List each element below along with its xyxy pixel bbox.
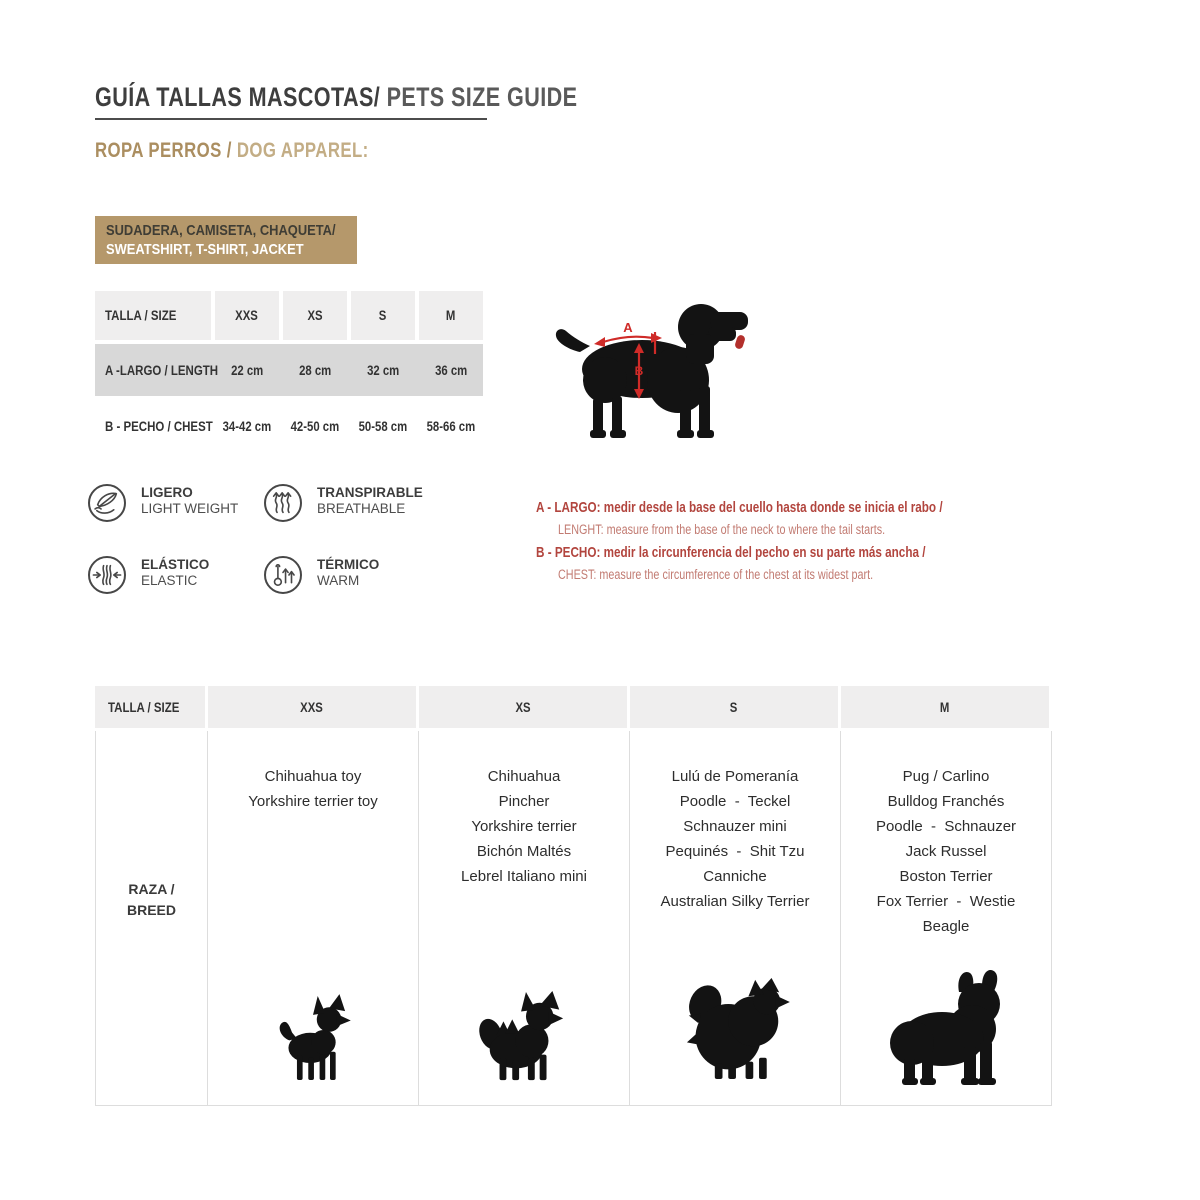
breed-col-m — [841, 731, 1052, 1105]
feature-elastic — [88, 556, 209, 594]
breed-list-s: Lulú de Pomeranía Poodle - Teckel Schnauzer mini Pequinés - Shit Tzu Canniche Australian Silky Terrier — [660, 768, 810, 910]
feature-subtitle: LIGHT WEIGHT — [141, 501, 239, 516]
dog-tongue — [734, 334, 746, 350]
longhair-chihuahua-silhouette — [475, 990, 573, 1083]
feature-lightweight — [88, 484, 238, 522]
breed-col-xxs — [208, 731, 419, 1105]
feather-hand-icon — [88, 484, 126, 522]
french-bulldog-silhouette — [876, 969, 1016, 1089]
category-line-en: SWEATSHIRT, T-SHIRT, JACKET — [106, 241, 304, 258]
breed-table-body — [95, 731, 1052, 1106]
breed-list-m: Pug / Carlino Bulldog Franchés Poodle - Schnauzer Jack Russel Boston Terrier Fox Terrier - Westie Beagle — [875, 768, 1017, 935]
page-title-en: PETS SIZE GUIDE — [380, 82, 578, 112]
page-title — [95, 82, 698, 113]
breed-list-xxs: Chihuahua toy Yorkshire terrier toy — [248, 768, 378, 810]
size-table-length-row — [95, 344, 483, 396]
length-m: 36 cm — [434, 362, 468, 378]
breathable-icon — [264, 484, 302, 522]
breed-header-xs: XS — [419, 686, 627, 728]
length-row-label: A -LARGO / LENGTH — [105, 362, 219, 378]
feature-subtitle: BREATHABLE — [317, 501, 406, 516]
category-banner — [95, 216, 357, 264]
svg-text:A: A — [623, 320, 633, 335]
page-title-es: GUÍA TALLAS MASCOTAS/ — [95, 82, 381, 112]
breed-col-s — [630, 731, 841, 1105]
feature-breathable — [264, 484, 423, 522]
measure-arrow-b — [634, 343, 644, 399]
note-b-spanish: B - PECHO: medir la circunferencia del pecho en su parte más ancha / — [536, 544, 926, 561]
breed-header-s: S — [630, 686, 838, 728]
labrador-silhouette — [550, 296, 760, 446]
size-header-m: M — [419, 291, 483, 340]
breed-header-xxs: XXS — [208, 686, 416, 728]
note-b-english: CHEST: measure the circumference of the chest at its widest part. — [558, 566, 874, 582]
chest-xxs: 34-42 cm — [215, 400, 279, 453]
chihuahua-silhouette — [271, 993, 356, 1083]
chest-m: 58-66 cm — [419, 400, 483, 453]
chest-s: 50-58 cm — [351, 400, 415, 453]
subtitle-en: DOG APPAREL: — [236, 139, 369, 162]
breed-header-m: M — [841, 686, 1049, 728]
breed-table-header — [95, 686, 1052, 728]
size-table-header-label: TALLA / SIZE — [95, 291, 211, 340]
size-table — [95, 291, 483, 453]
breed-col-xs — [419, 731, 630, 1105]
size-table-chest-row — [95, 400, 483, 453]
pomeranian-silhouette — [673, 975, 798, 1081]
length-xxs: 22 cm — [230, 362, 264, 378]
note-a-spanish: A - LARGO: medir desde la base del cuello hasta donde se inicia el rabo / — [536, 499, 943, 516]
breed-row-label-cell — [95, 731, 208, 1105]
raza-breed-label: RAZA / BREED — [126, 881, 176, 918]
measurement-diagram — [550, 296, 760, 446]
size-header-s: S — [351, 291, 415, 340]
size-table-header-row — [95, 291, 483, 340]
feature-warm — [264, 556, 379, 594]
chest-row-label: B - PECHO / CHEST — [95, 400, 211, 453]
note-a-english: LENGHT: measure from the base of the neck to where the tail starts. — [558, 521, 886, 537]
length-s: 32 cm — [366, 362, 400, 378]
feature-title: ELÁSTICO — [141, 557, 210, 572]
chest-xs: 42-50 cm — [283, 400, 347, 453]
feature-subtitle: ELASTIC — [141, 573, 198, 588]
title-underline — [95, 118, 487, 120]
page-subtitle — [95, 139, 437, 163]
breed-list-xs: Chihuahua Pincher Yorkshire terrier Bichón Maltés Lebrel Italiano mini — [461, 768, 587, 885]
measure-notes — [536, 499, 1057, 589]
breed-header-label: TALLA / SIZE — [95, 686, 205, 728]
subtitle-es: ROPA PERROS / — [95, 139, 237, 162]
feature-title: LIGERO — [141, 485, 193, 500]
elastic-icon — [88, 556, 126, 594]
svg-text:B: B — [634, 364, 644, 378]
category-line-es: SUDADERA, CAMISETA, CHAQUETA/ — [106, 222, 336, 239]
size-header-xs: XS — [283, 291, 347, 340]
breed-table — [95, 686, 1052, 1106]
feature-title: TRANSPIRABLE — [317, 485, 423, 500]
feature-subtitle: WARM — [317, 573, 360, 588]
feature-title: TÉRMICO — [317, 557, 380, 572]
thermometer-icon — [264, 556, 302, 594]
size-header-xxs: XXS — [215, 291, 279, 340]
length-xs: 28 cm — [298, 362, 332, 378]
